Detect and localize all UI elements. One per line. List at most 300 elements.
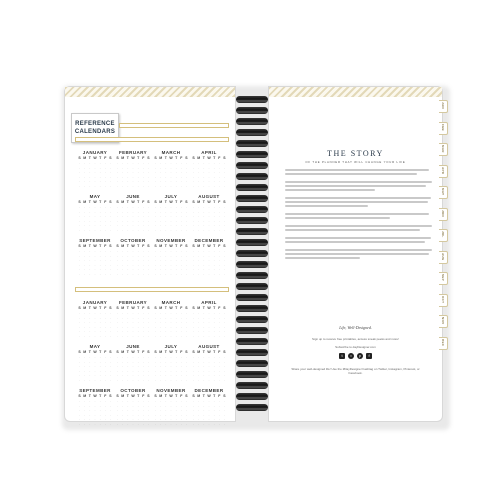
day-cell: · (203, 315, 205, 320)
day-cell: · (89, 320, 91, 324)
day-cell: · (170, 368, 172, 373)
day-cell: · (109, 412, 111, 417)
day-cell: · (104, 223, 106, 227)
month-tab-mar[interactable] (439, 143, 448, 156)
day-cell: · (170, 209, 172, 214)
day-cell: · (208, 214, 210, 218)
day-cell: · (94, 417, 96, 421)
weekday-label: T (202, 306, 205, 310)
day-cell: · (122, 315, 124, 320)
day-cell: · (104, 311, 106, 315)
day-cell: · (223, 205, 225, 209)
day-cell: · (180, 205, 182, 209)
weekday-label: W (169, 306, 173, 310)
day-cell: · (175, 408, 177, 412)
weekday-label: M (121, 200, 125, 204)
month-tab-apr[interactable] (439, 165, 448, 178)
left-page (64, 86, 236, 426)
day-cell: · (185, 249, 187, 253)
month-name: FEBRUARY (118, 150, 148, 155)
day-cell: · (132, 258, 134, 262)
day-cell: · (137, 355, 139, 359)
story-paragraph-3 (285, 197, 435, 210)
day-cell: · (79, 227, 81, 232)
day-cell: · (198, 267, 200, 271)
day-cell: · (165, 209, 167, 214)
day-cell: · (84, 320, 86, 324)
day-cell: · (213, 417, 215, 421)
day-cell: · (109, 183, 111, 188)
day-cell: · (117, 179, 119, 183)
day-cell: · (213, 179, 215, 183)
day-cell: · (137, 324, 139, 329)
weekday-label: M (121, 244, 125, 248)
day-cell: · (180, 320, 182, 324)
day-cell: · (109, 408, 111, 412)
day-cell: · (84, 368, 86, 373)
day-cell: · (84, 161, 86, 165)
day-cell: · (170, 183, 172, 188)
day-cell: · (109, 161, 111, 165)
weekday-label: W (131, 156, 135, 160)
weekday-label: F (104, 306, 107, 310)
day-cell: · (185, 315, 187, 320)
month-tab-jun[interactable] (439, 208, 448, 221)
day-cell: · (198, 377, 200, 382)
month-name: NOVEMBER (156, 388, 186, 393)
day-cell: · (223, 359, 225, 364)
day-cell: · (89, 258, 91, 262)
day-cell: · (208, 399, 210, 403)
day-cell: · (160, 311, 162, 315)
weekday-label: S (154, 244, 157, 248)
day-cell: · (175, 218, 177, 223)
month-block (115, 343, 151, 387)
month-tab-jul[interactable] (439, 229, 448, 242)
day-cell: · (147, 311, 149, 315)
story-paragraph-6 (285, 237, 435, 245)
day-cell: · (213, 170, 215, 174)
day-cell: · (122, 320, 124, 324)
day-cell: · (155, 209, 157, 214)
day-cell: · (79, 205, 81, 209)
day-cell: · (208, 324, 210, 329)
month-tab-dec[interactable] (439, 337, 448, 350)
day-cell: · (193, 403, 195, 408)
day-cell: · (89, 315, 91, 320)
day-cell: · (79, 324, 81, 329)
day-cell: · (165, 271, 167, 276)
day-cell: · (104, 165, 106, 170)
day-cell: · (180, 174, 182, 179)
weekday-label: M (197, 156, 201, 160)
tab-label-line2: CALENDARS (74, 129, 116, 135)
day-cell: · (160, 355, 162, 359)
day-cell: · (132, 223, 134, 227)
day-cell: · (218, 311, 220, 315)
day-cell: · (175, 377, 177, 382)
weekday-label: S (185, 244, 188, 248)
day-cell: · (84, 170, 86, 174)
day-cell: · (170, 227, 172, 232)
month-tab-may[interactable] (439, 186, 448, 199)
day-cell: · (132, 315, 134, 320)
day-cell: · (79, 179, 81, 183)
weekday-label: S (109, 306, 112, 310)
day-cell: · (170, 417, 172, 421)
stripe-band-left (65, 87, 235, 97)
day-cell: · (160, 253, 162, 258)
day-cell: · (122, 377, 124, 382)
day-cell: · (170, 320, 172, 324)
day-cell: · (89, 368, 91, 373)
day-cell: · (89, 403, 91, 408)
day-cell: · (170, 262, 172, 267)
day-cell: · (142, 377, 144, 382)
day-cell: · (208, 209, 210, 214)
day-cell: · (175, 223, 177, 227)
day-cell: · (127, 267, 129, 271)
month-block (153, 237, 189, 281)
weekday-label: M (159, 394, 163, 398)
day-cell: · (218, 267, 220, 271)
day-cell: · (79, 320, 81, 324)
story-paragraph-7 (285, 249, 435, 262)
day-cell: · (180, 170, 182, 174)
day-cell: · (165, 161, 167, 165)
day-cell: · (170, 412, 172, 417)
month-tab-label: APR (441, 166, 445, 174)
day-cell: · (122, 408, 124, 412)
day-cell: · (147, 183, 149, 188)
day-cell: · (170, 311, 172, 315)
day-cell: · (117, 214, 119, 218)
day-cell: · (208, 227, 210, 232)
day-cell: · (117, 262, 119, 267)
calendar-year-bottom (77, 299, 227, 431)
month-block (77, 387, 113, 431)
month-tab-oct[interactable] (439, 294, 448, 307)
week-row (153, 378, 189, 383)
day-cell: · (208, 179, 210, 183)
calendar-year-top (77, 149, 227, 281)
month-tab-nov[interactable] (439, 315, 448, 328)
day-cell: · (122, 161, 124, 165)
day-cell: · (142, 355, 144, 359)
weekday-label: T (175, 156, 178, 160)
month-name: APRIL (201, 150, 217, 155)
day-cell: · (142, 417, 144, 421)
day-cell: · (84, 359, 86, 364)
day-cell: · (198, 359, 200, 364)
month-block (153, 387, 189, 431)
day-cell: · (137, 364, 139, 368)
day-cell: · (175, 253, 177, 258)
day-cell: · (99, 267, 101, 271)
day-cell: · (170, 359, 172, 364)
day-cell: · (142, 324, 144, 329)
day-cell: · (180, 399, 182, 403)
day-cell: · (127, 417, 129, 421)
day-cell: · (160, 271, 162, 276)
day-cell: · (155, 311, 157, 315)
day-cell: · (213, 258, 215, 262)
day-cell: · (218, 421, 220, 426)
weekday-label: S (78, 306, 81, 310)
day-cell: · (223, 329, 225, 333)
day-cell: · (137, 214, 139, 218)
day-cell: · (213, 209, 215, 214)
day-cell: · (198, 315, 200, 320)
weekday-label: M (197, 306, 201, 310)
day-cell: · (203, 267, 205, 271)
day-cell: · (193, 377, 195, 382)
day-cell: · (155, 258, 157, 262)
day-cell: · (223, 218, 225, 223)
weekday-label: T (126, 156, 129, 160)
day-cell: · (170, 267, 172, 271)
day-cell: · (132, 174, 134, 179)
day-cell: · (208, 364, 210, 368)
day-cell: · (94, 359, 96, 364)
day-cell: · (155, 333, 157, 338)
day-cell: · (127, 214, 129, 218)
day-cell: · (193, 355, 195, 359)
day-cell: · (218, 205, 220, 209)
day-cell: · (193, 408, 195, 412)
day-cell: · (104, 179, 106, 183)
day-cell: · (185, 368, 187, 373)
day-cell: · (198, 161, 200, 165)
day-cell: · (79, 258, 81, 262)
month-tab-label: JAN (441, 102, 445, 109)
day-cell: · (94, 271, 96, 276)
day-cell: · (142, 253, 144, 258)
day-cell: · (89, 179, 91, 183)
day-cell: · (89, 227, 91, 232)
weekday-label: S (185, 306, 188, 310)
day-cell: · (185, 417, 187, 421)
day-cell: · (203, 333, 205, 338)
day-cell: · (185, 205, 187, 209)
month-block (77, 299, 113, 343)
day-cell: · (160, 377, 162, 382)
day-cell: · (89, 324, 91, 329)
day-cell: · (109, 315, 111, 320)
weekday-label: S (147, 244, 150, 248)
day-cell: · (99, 271, 101, 276)
day-cell: · (193, 179, 195, 183)
social-icons (269, 353, 442, 359)
day-cell: · (180, 311, 182, 315)
weekday-label: F (142, 306, 145, 310)
day-cell: · (79, 355, 81, 359)
day-cell: · (223, 253, 225, 258)
day-cell: · (104, 214, 106, 218)
day-cell: · (117, 315, 119, 320)
day-cell: · (208, 421, 210, 426)
day-cell: · (193, 421, 195, 426)
month-name: FEBRUARY (118, 300, 148, 305)
weekday-label: W (131, 306, 135, 310)
day-cell: · (137, 399, 139, 403)
weekday-label: S (192, 394, 195, 398)
day-cell: · (165, 324, 167, 329)
day-cell: · (89, 174, 91, 179)
weekday-label: T (88, 350, 91, 354)
spiral-coil (236, 261, 268, 268)
day-cell: · (198, 258, 200, 262)
day-cell: · (99, 253, 101, 258)
day-cell: · (142, 399, 144, 403)
day-cell: · (79, 249, 81, 253)
day-cell: · (122, 179, 124, 183)
day-cell: · (89, 333, 91, 338)
day-cell: · (170, 364, 172, 368)
week-row (191, 334, 227, 339)
day-cell: · (94, 209, 96, 214)
day-cell: · (132, 324, 134, 329)
day-cell: · (79, 165, 81, 170)
weekday-label: T (202, 394, 205, 398)
weekday-label: S (147, 394, 150, 398)
day-cell: · (175, 249, 177, 253)
day-cell: · (208, 373, 210, 377)
day-cell: · (84, 227, 86, 232)
day-cell: · (155, 253, 157, 258)
day-cell: · (89, 373, 91, 377)
month-name: MARCH (161, 300, 181, 305)
day-cell: · (175, 174, 177, 179)
day-cell: · (137, 368, 139, 373)
week-row (77, 184, 113, 189)
day-cell: · (213, 324, 215, 329)
day-cell: · (99, 258, 101, 262)
day-cell: · (155, 329, 157, 333)
day-cell: · (185, 333, 187, 338)
day-cell: · (89, 214, 91, 218)
day-cell: · (160, 262, 162, 267)
weekday-label: S (147, 156, 150, 160)
day-cell: · (175, 364, 177, 368)
day-cell: · (122, 174, 124, 179)
day-cell: · (180, 165, 182, 170)
day-cell: · (160, 174, 162, 179)
day-cell: · (160, 209, 162, 214)
day-cell: · (175, 333, 177, 338)
month-tab-sep[interactable] (439, 272, 448, 285)
day-cell: · (170, 253, 172, 258)
day-cell: · (122, 417, 124, 421)
day-cell: · (175, 417, 177, 421)
day-cell: · (213, 315, 215, 320)
day-cell: · (203, 161, 205, 165)
month-tab-jan[interactable] (439, 100, 448, 113)
day-cell: · (165, 267, 167, 271)
day-cell: · (208, 258, 210, 262)
spiral-coil (236, 129, 268, 136)
day-cell: · (142, 311, 144, 315)
weekday-label: T (175, 200, 178, 204)
day-cell: · (198, 368, 200, 373)
day-cell: · (122, 368, 124, 373)
day-cell: · (155, 417, 157, 421)
day-cell: · (198, 417, 200, 421)
day-cell: · (165, 315, 167, 320)
day-cell: · (223, 161, 225, 165)
day-cell: · (132, 161, 134, 165)
weekday-label: T (213, 156, 216, 160)
day-cell: · (137, 253, 139, 258)
day-cell: · (160, 223, 162, 227)
day-cell: · (79, 183, 81, 188)
day-cell: · (94, 333, 96, 338)
day-cell: · (142, 315, 144, 320)
weekday-label: T (164, 350, 167, 354)
day-cell: · (137, 218, 139, 223)
weekday-label: S (147, 200, 150, 204)
day-cell: · (160, 249, 162, 253)
day-cell: · (160, 315, 162, 320)
day-cell: · (223, 170, 225, 174)
day-cell: · (147, 161, 149, 165)
day-cell: · (160, 258, 162, 262)
weekday-label: M (83, 200, 87, 204)
day-cell: · (165, 258, 167, 262)
day-cell: · (94, 329, 96, 333)
weekday-label: W (131, 200, 135, 204)
day-cell: · (104, 271, 106, 276)
month-tab-aug[interactable] (439, 251, 448, 264)
day-cell: · (160, 267, 162, 271)
day-cell: · (203, 258, 205, 262)
day-cell: · (223, 183, 225, 188)
day-cell: · (109, 209, 111, 214)
weekday-label: S (154, 394, 157, 398)
day-cell: · (198, 311, 200, 315)
weekday-label: T (213, 394, 216, 398)
weekday-label: W (93, 306, 97, 310)
weekday-label: T (213, 350, 216, 354)
day-cell: · (117, 403, 119, 408)
month-tab-feb[interactable] (439, 122, 448, 135)
day-cell: · (137, 209, 139, 214)
day-cell: · (185, 359, 187, 364)
day-cell: · (208, 223, 210, 227)
day-cell: · (175, 403, 177, 408)
spiral-coil (236, 107, 268, 114)
weekday-label: M (121, 156, 125, 160)
month-tab-label: FEB (441, 123, 445, 131)
day-cell: · (89, 165, 91, 170)
month-block (153, 193, 189, 237)
day-cell: · (104, 364, 106, 368)
weekday-label: T (126, 200, 129, 204)
day-cell: · (79, 161, 81, 165)
day-cell: · (165, 249, 167, 253)
day-cell: · (213, 412, 215, 417)
weekday-label: S (116, 394, 119, 398)
day-cell: · (193, 368, 195, 373)
day-cell: · (89, 218, 91, 223)
weekday-label: S (223, 306, 226, 310)
weekday-label: W (207, 350, 211, 354)
day-cell: · (89, 271, 91, 276)
day-cell: · (122, 267, 124, 271)
day-cell: · (160, 421, 162, 426)
day-cell: · (104, 417, 106, 421)
day-cell: · (94, 412, 96, 417)
